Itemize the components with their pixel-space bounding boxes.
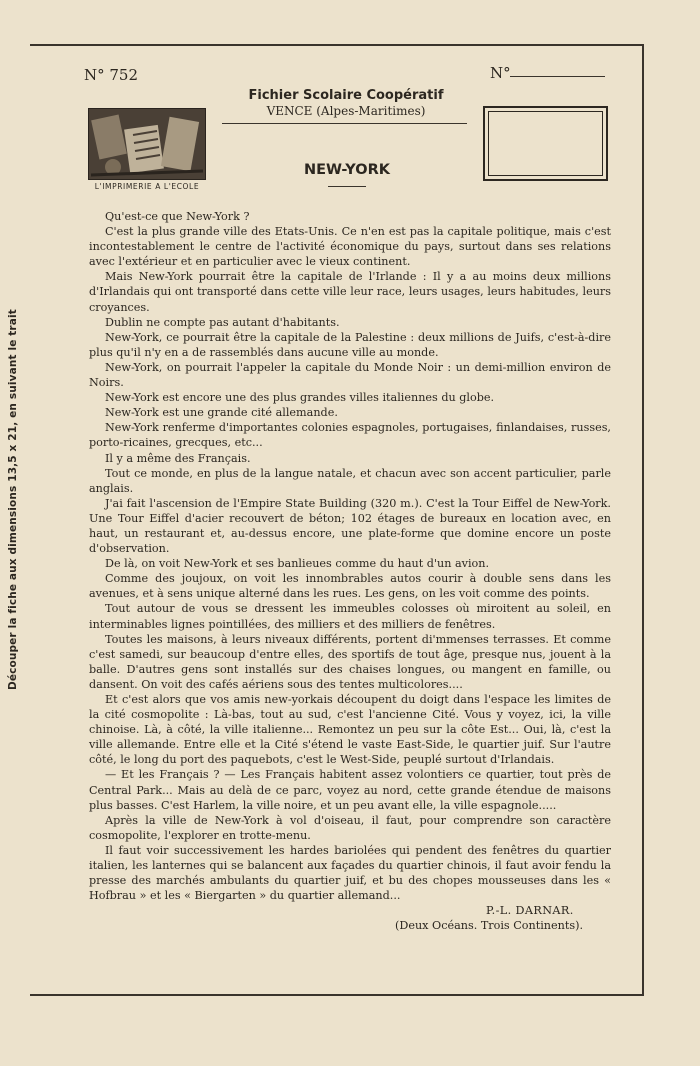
publisher-place: VENCE (Alpes-Maritimes) xyxy=(266,104,426,118)
paragraph: Comme des joujoux, on voit les innombrables autos courir à double sens dans les avenues, et à sens unique alterné dans les rues. Les gens, on les voit comme des points. xyxy=(89,572,611,601)
cut-instruction: Découper la fiche aux dimensions 13,5 x 21, en suivant le trait xyxy=(7,309,19,690)
card-number-blank-line xyxy=(510,76,605,77)
article-body xyxy=(89,209,611,903)
paragraph: J'ai fait l'ascension de l'Empire State Building (320 m.). C'est la Tour Eiffel de New-York. Une Tour Eiffel d'acier recouvert de béton; 102 étages de bureaux en location avec, en haut, un restaurant et, au-dessus encore, une plate-forme que domine encore un poste d'observation. xyxy=(89,496,611,556)
paragraph: Dublin ne compte pas autant d'habitants. xyxy=(105,315,340,329)
paragraph: New-York est une grande cité allemande. xyxy=(105,406,338,420)
paragraph: Toutes les maisons, à leurs niveaux différents, portent di'mmenses terrasses. Et comme c'est samedi, sur beaucoup d'entre elles, des sportifs de tout âge, presque nus, jouent à la balle. D'autres gens sont installés sur des chaises longues, ou mangent en famille, ou dansent. On voit des cafés aériens sous des tentes multicolores.... xyxy=(89,632,611,691)
paragraph: Mais New-York pourrait être la capitale de l'Irlande : Il y a au moins deux millions d'Irlandais qui ont transporté dans cette ville leur race, leurs usages, leurs habitudes, leurs croyances. xyxy=(89,270,611,314)
printing-press-logo-icon xyxy=(88,108,206,180)
stamp-box xyxy=(483,106,608,181)
paragraph: New-York est encore une des plus grandes villes italiennes du globe. xyxy=(105,391,495,405)
paragraph: Il y a même des Français. xyxy=(105,451,251,465)
paragraph: New-York, ce pourrait être la capitale de la Palestine : deux millions de Juifs, c'est-à-dire plus qu'il n'y en a de rassemblés dans aucune ville au monde. xyxy=(89,330,611,359)
source-citation: (Deux Océans. Trois Continents). xyxy=(395,919,583,932)
card-number-blank-label: N° xyxy=(490,64,511,82)
paragraph: — Et les Français ? — Les Français habitent assez volontiers ce quartier, tout près de Central Park... Mais au delà de ce parc, voyez au nord, cette grande étendue de maisons plus basses. C'est Harlem, la ville noire, et un peu avant elle, la ville espagnole..... xyxy=(89,768,611,812)
document-title: NEW-YORK xyxy=(304,162,390,178)
paragraph: Et c'est alors que vos amis new-yorkais découpent du doigt dans l'espace les limites de la cité cosmopolite : Là-bas, tout au sud, c'est l'ancienne Cité. Vous y voyez, ici, la ville chinoise. Là, à côté, la ville italienne... Remontez un peu sur la côte Est... Oui, là, c'est la ville allemande. Entre elle et la Cité s'étend le vaste East-Side, le quartier juif. Sur l'autre côté, le long du port des paquebots, c'est le West-Side, peuplé surtout d'Irlandais. xyxy=(89,693,611,767)
paragraph: New-York, on pourrait l'appeler la capitale du Monde Noir : un demi-million environ de Noirs. xyxy=(89,360,611,390)
paragraph: Il faut voir successivement les hardes bariolées qui pendent des fenêtres du quartier italien, les lanternes qui se balancent aux façades du quartier chinois, il faut avoir fendu la presse des marchés ambulants du quartier juif, et bu des chopes mousseuses dans les « Hofbrau » et les « Biergarten » du quartier allemand... xyxy=(89,843,611,903)
author-signature: P.-L. DARNAR. xyxy=(486,904,574,917)
paragraph: C'est la plus grande ville des Etats-Unis. Ce n'en est pas la capitale politique, mais c'est incontestablement le centre de l'activité économique du pays, surtout dans ses relations avec l'extérieur et en particulier avec le vieux continent. xyxy=(89,225,611,269)
paragraph: Tout autour de vous se dressent les immeubles colosses où miroitent au soleil, en interminables lignes pointillées, des milliers et des milliers de fenêtres. xyxy=(89,602,611,631)
paragraph: New-York renferme d'importantes colonies espagnoles, portugaises, finlandaises, russes, porto-ricaines, grecques, etc... xyxy=(89,421,611,450)
paragraph: Tout ce monde, en plus de la langue natale, et chacun avec son accent particulier, parle anglais. xyxy=(89,466,611,495)
title-rule xyxy=(328,186,366,187)
paragraph: Après la ville de New-York à vol d'oiseau, il faut, pour comprendre son caractère cosmopolite, l'explorer en trotte-menu. xyxy=(89,813,611,842)
publisher-rule xyxy=(222,123,467,124)
paragraph: Qu'est-ce que New-York ? xyxy=(105,210,250,223)
card-number: N° 752 xyxy=(84,66,139,84)
publisher-name: Fichier Scolaire Coopératif xyxy=(248,88,444,103)
paragraph: De là, on voit New-York et ses banlieues comme du haut d'un avion. xyxy=(105,557,490,571)
stamp-box-inner xyxy=(488,111,603,176)
logo-caption: L'IMPRIMERIE A L'ECOLE xyxy=(94,182,200,191)
